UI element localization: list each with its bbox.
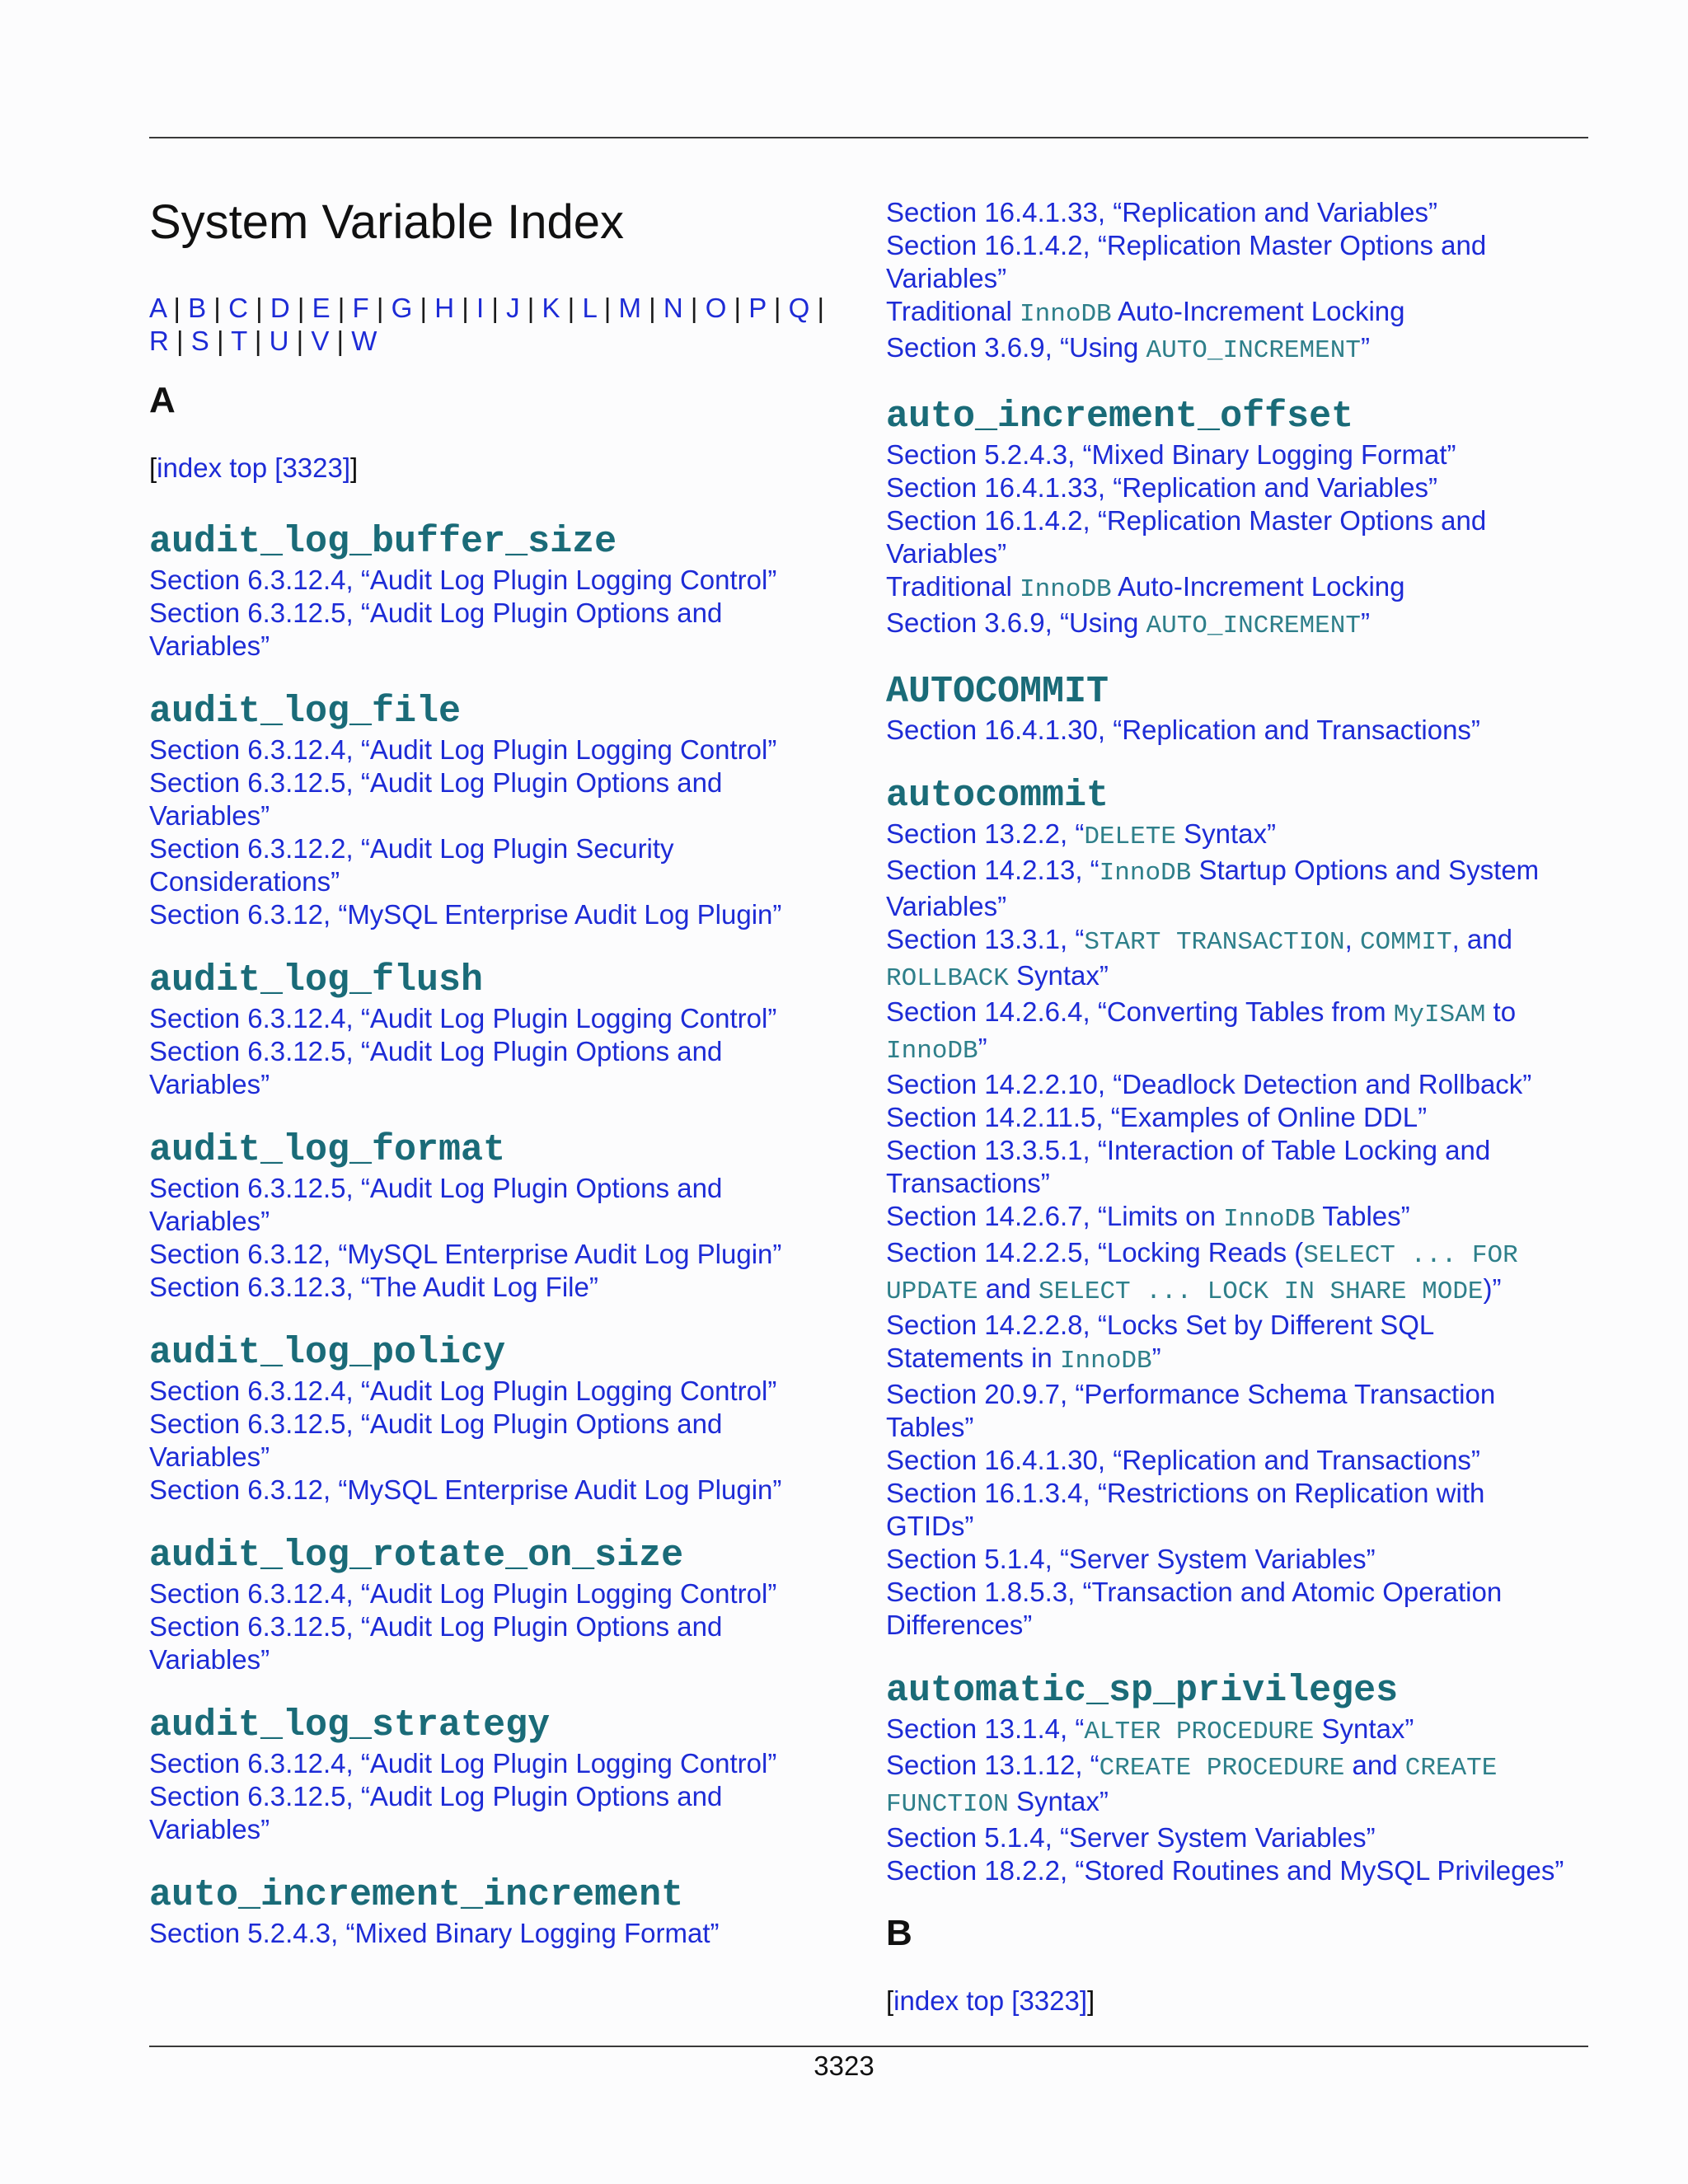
ref-text: Section 3.6.9, “Using bbox=[886, 332, 1146, 363]
section-ref-link[interactable] bbox=[886, 1167, 1603, 1200]
section-ref-link[interactable] bbox=[886, 1510, 1603, 1543]
alpha-link-b[interactable]: B bbox=[188, 292, 207, 323]
ref-text: and bbox=[978, 1273, 1039, 1304]
footer-rule bbox=[149, 2046, 1588, 2047]
ref-text: Section 18.2.2, “Stored Routines and MySQL Privileges” bbox=[886, 1855, 1564, 1886]
alpha-link-a[interactable]: A bbox=[149, 292, 166, 323]
ref-text: Section 6.3.12.4, “Audit Log Plugin Logging Control” bbox=[149, 1747, 777, 1779]
section-ref-link[interactable] bbox=[886, 1378, 1603, 1411]
ref-text: Section 14.2.2.8, “Locks Set by Different SQL bbox=[886, 1310, 1435, 1340]
ref-text: Section 13.3.5.1, “Interaction of Table Locking and bbox=[886, 1135, 1491, 1165]
section-ref-link[interactable] bbox=[149, 1441, 858, 1474]
section-ref-link[interactable] bbox=[886, 1713, 1603, 1749]
alpha-link-t[interactable]: T bbox=[231, 325, 247, 356]
alpha-link-c[interactable]: C bbox=[228, 292, 248, 323]
alpha-link-m[interactable]: M bbox=[618, 292, 641, 323]
section-ref-link[interactable] bbox=[886, 504, 1603, 537]
ref-text: Section 5.1.4, “Server System Variables” bbox=[886, 1822, 1376, 1853]
section-ref-link[interactable] bbox=[886, 1309, 1603, 1342]
ref-text: ” bbox=[1360, 607, 1370, 638]
ref-text: )” bbox=[1483, 1273, 1502, 1304]
ref-text: Syntax” bbox=[1314, 1713, 1414, 1744]
code-literal: AUTO_INCREMENT bbox=[1146, 336, 1361, 365]
section-ref-link[interactable] bbox=[886, 1272, 1603, 1309]
section-ref-link[interactable] bbox=[149, 1375, 858, 1408]
code-literal: InnoDB bbox=[1020, 575, 1112, 604]
ref-text: Section 16.4.1.33, “Replication and Variables” bbox=[886, 472, 1437, 503]
code-literal: ALTER PROCEDURE bbox=[1084, 1718, 1315, 1746]
ref-text: Differences” bbox=[886, 1610, 1033, 1640]
code-literal: ROLLBACK bbox=[886, 964, 1009, 993]
ref-text: Section 3.6.9, “Using bbox=[886, 607, 1146, 638]
variable-name: automatic_sp_privileges bbox=[886, 1670, 1399, 1712]
code-literal: COMMIT bbox=[1359, 928, 1452, 957]
ref-text: Section 16.4.1.30, “Replication and Transactions” bbox=[886, 1445, 1480, 1475]
alpha-link-h[interactable]: H bbox=[434, 292, 455, 323]
ref-text: , bbox=[1344, 924, 1360, 954]
ref-text: Section 6.3.12.4, “Audit Log Plugin Logging Control” bbox=[149, 564, 777, 595]
page-number: 3323 bbox=[814, 2050, 874, 2081]
section-ref-link[interactable] bbox=[886, 959, 1603, 996]
variable-name: auto_increment_offset bbox=[886, 396, 1354, 438]
left-column bbox=[149, 173, 858, 1978]
ref-text: Section 6.3.12.5, “Audit Log Plugin Options and bbox=[149, 766, 723, 798]
ref-text: Variables” bbox=[149, 1068, 270, 1099]
section-ref-link[interactable] bbox=[886, 1444, 1603, 1477]
index-entry bbox=[149, 1874, 858, 1950]
section-ref-link[interactable] bbox=[149, 1813, 858, 1846]
index-entry bbox=[149, 1129, 858, 1304]
ref-text: Section 6.3.12.4, “Audit Log Plugin Logging Control” bbox=[149, 733, 777, 765]
section-ref-link[interactable] bbox=[149, 597, 858, 630]
index-entry bbox=[149, 1332, 858, 1507]
ref-text: Syntax” bbox=[1175, 818, 1276, 849]
section-ref-link[interactable] bbox=[886, 818, 1603, 854]
ref-text: Section 14.2.6.7, “Limits on bbox=[886, 1201, 1224, 1231]
ref-text: ” bbox=[1360, 332, 1370, 363]
alpha-link-v[interactable]: V bbox=[311, 325, 330, 356]
section-ref-link[interactable] bbox=[149, 1780, 858, 1813]
variable-name: audit_log_flush bbox=[149, 958, 484, 1001]
ref-text: Section 16.4.1.33, “Replication and Variables” bbox=[886, 197, 1437, 227]
code-literal: SELECT ... LOCK IN SHARE MODE bbox=[1039, 1277, 1484, 1306]
code-literal: CREATE bbox=[1404, 1754, 1498, 1783]
code-literal: FUNCTION bbox=[886, 1790, 1009, 1819]
section-ref-link[interactable] bbox=[149, 898, 858, 931]
ref-text: Variables” bbox=[886, 538, 1007, 569]
section-ref-link[interactable] bbox=[886, 438, 1603, 471]
ref-text: Section 6.3.12.5, “Audit Log Plugin Options and bbox=[149, 1610, 723, 1642]
ref-text: and bbox=[1344, 1750, 1405, 1780]
page-title: System Variable Index bbox=[149, 195, 624, 249]
section-ref-link[interactable] bbox=[886, 1749, 1603, 1785]
ref-text: Syntax” bbox=[1008, 960, 1109, 991]
section-ref-link[interactable] bbox=[149, 1917, 858, 1950]
ref-text: Section 6.3.12.5, “Audit Log Plugin Options and bbox=[149, 1408, 723, 1439]
section-ref-link[interactable] bbox=[886, 996, 1603, 1032]
section-ref-link[interactable] bbox=[149, 1643, 858, 1676]
section-ref-link[interactable] bbox=[886, 1101, 1603, 1134]
ref-text: Considerations” bbox=[149, 865, 340, 897]
continuation-refs bbox=[886, 196, 1603, 368]
index-top-link[interactable]: index top [3323] bbox=[893, 1985, 1088, 2016]
ref-text: Section 6.3.12.4, “Audit Log Plugin Logging Control” bbox=[149, 1375, 777, 1406]
ref-text: Section 1.8.5.3, “Transaction and Atomic Operation bbox=[886, 1577, 1503, 1607]
variable-name: audit_log_format bbox=[149, 1128, 506, 1171]
index-entry bbox=[886, 775, 1603, 1642]
ref-text: Section 6.3.12.5, “Audit Log Plugin Options and bbox=[149, 1780, 723, 1811]
ref-text: Auto-Increment Locking bbox=[1111, 571, 1405, 602]
section-ref-link[interactable] bbox=[149, 1747, 858, 1780]
alpha-link-q[interactable]: Q bbox=[788, 292, 810, 323]
ref-text: Variables” bbox=[149, 799, 270, 831]
section-ref-link[interactable] bbox=[886, 1342, 1603, 1378]
section-ref-link[interactable] bbox=[149, 1172, 858, 1205]
ref-text: Section 13.3.1, “ bbox=[886, 924, 1085, 954]
right-entries bbox=[886, 396, 1603, 1887]
section-ref-link[interactable] bbox=[886, 1200, 1603, 1236]
section-ref-link[interactable] bbox=[149, 1408, 858, 1441]
section-ref-link[interactable] bbox=[149, 630, 858, 663]
variable-name: audit_log_strategy bbox=[149, 1704, 551, 1746]
alpha-link-i[interactable]: I bbox=[476, 292, 485, 323]
ref-text: Section 6.3.12.2, “Audit Log Plugin Security bbox=[149, 832, 674, 864]
ref-text: ” bbox=[978, 1033, 987, 1063]
variable-name: auto_increment_increment bbox=[149, 1873, 684, 1916]
section-ref-link[interactable] bbox=[886, 1477, 1603, 1510]
section-ref-link[interactable] bbox=[886, 570, 1603, 607]
section-ref-link[interactable] bbox=[149, 832, 858, 865]
ref-text: Section 16.1.3.4, “Restrictions on Replication with bbox=[886, 1478, 1485, 1508]
code-literal: DELETE bbox=[1084, 823, 1176, 851]
section-ref-link[interactable] bbox=[149, 1238, 858, 1271]
ref-text: ” bbox=[1151, 1343, 1161, 1373]
section-ref-link[interactable] bbox=[149, 766, 858, 799]
section-ref-link[interactable] bbox=[886, 196, 1603, 229]
section-ref-link[interactable] bbox=[886, 537, 1603, 570]
alpha-link-w[interactable]: W bbox=[351, 325, 377, 356]
alpha-link-s[interactable]: S bbox=[190, 325, 209, 356]
ref-text: Section 6.3.12, “MySQL Enterprise Audit Log Plugin” bbox=[149, 1238, 782, 1269]
alpha-link-j[interactable]: J bbox=[506, 292, 520, 323]
code-literal: AUTO_INCREMENT bbox=[1146, 612, 1361, 640]
ref-text: GTIDs” bbox=[886, 1511, 974, 1541]
section-ref-link[interactable] bbox=[886, 1236, 1603, 1272]
ref-text: Section 5.2.4.3, “Mixed Binary Logging Format” bbox=[149, 1917, 720, 1948]
index-entry bbox=[886, 396, 1603, 643]
ref-text: Variables” bbox=[149, 1813, 270, 1844]
ref-text: Section 13.1.4, “ bbox=[886, 1713, 1085, 1744]
ref-text: Section 6.3.12.5, “Audit Log Plugin Options and bbox=[149, 597, 723, 628]
index-entry bbox=[886, 1670, 1603, 1887]
code-literal: UPDATE bbox=[886, 1277, 978, 1306]
section-ref-link[interactable] bbox=[886, 1068, 1603, 1101]
ref-text: Statements in bbox=[886, 1343, 1060, 1373]
alpha-link-r[interactable]: R bbox=[149, 325, 169, 356]
letter-heading-b: B bbox=[886, 1913, 912, 1953]
code-literal: InnoDB bbox=[1099, 859, 1192, 888]
section-ref-link[interactable] bbox=[149, 1271, 858, 1304]
alpha-link-p[interactable]: P bbox=[748, 292, 767, 323]
ref-text: Section 5.1.4, “Server System Variables” bbox=[886, 1544, 1376, 1574]
section-ref-link[interactable] bbox=[886, 1821, 1603, 1854]
ref-text: Variables” bbox=[886, 263, 1007, 293]
ref-text: Startup Options and System bbox=[1191, 855, 1540, 885]
index-entry bbox=[149, 521, 858, 663]
section-ref-link[interactable] bbox=[149, 865, 858, 898]
section-ref-link[interactable] bbox=[149, 564, 858, 597]
section-ref-link[interactable] bbox=[886, 331, 1603, 368]
section-ref-link[interactable] bbox=[149, 733, 858, 766]
ref-text: Section 20.9.7, “Performance Schema Transaction bbox=[886, 1379, 1496, 1409]
code-literal: SELECT ... FOR bbox=[1303, 1241, 1518, 1270]
alpha-link-g[interactable]: G bbox=[391, 292, 413, 323]
alpha-link-d[interactable]: D bbox=[270, 292, 290, 323]
ref-text: Variables” bbox=[149, 1205, 270, 1236]
ref-text: Section 6.3.12.3, “The Audit Log File” bbox=[149, 1271, 598, 1302]
section-ref-link[interactable] bbox=[886, 923, 1603, 959]
section-ref-link[interactable] bbox=[886, 1609, 1603, 1642]
ref-text: Traditional bbox=[886, 571, 1020, 602]
ref-text: Variables” bbox=[886, 891, 1007, 921]
section-ref-link[interactable] bbox=[149, 799, 858, 832]
section-ref-link[interactable] bbox=[149, 1610, 858, 1643]
section-ref-link[interactable] bbox=[886, 295, 1603, 331]
section-ref-link[interactable] bbox=[149, 1035, 858, 1068]
alpha-link-f[interactable]: F bbox=[352, 292, 369, 323]
variable-name: AUTOCOMMIT bbox=[886, 671, 1109, 713]
index-entry bbox=[149, 959, 858, 1101]
variable-name: autocommit bbox=[886, 775, 1109, 817]
section-ref-link[interactable] bbox=[149, 1002, 858, 1035]
index-entry bbox=[886, 671, 1603, 747]
alpha-link-o[interactable]: O bbox=[705, 292, 727, 323]
code-literal: MyISAM bbox=[1393, 1001, 1486, 1029]
index-top-link-a: [index top [3323]] bbox=[149, 452, 359, 483]
alpha-link-u[interactable]: U bbox=[269, 325, 289, 356]
ref-text: Section 14.2.11.5, “Examples of Online DDL” bbox=[886, 1102, 1428, 1132]
section-ref-link[interactable] bbox=[886, 1785, 1603, 1821]
ref-text: Section 13.2.2, “ bbox=[886, 818, 1085, 849]
ref-text: Variables” bbox=[149, 630, 270, 661]
ref-text: Section 16.1.4.2, “Replication Master Options and bbox=[886, 505, 1487, 536]
ref-text: Auto-Increment Locking bbox=[1111, 296, 1405, 326]
index-entry bbox=[149, 691, 858, 931]
ref-text: to bbox=[1485, 996, 1517, 1027]
ref-text: Section 14.2.13, “ bbox=[886, 855, 1100, 885]
variable-name: audit_log_policy bbox=[149, 1331, 506, 1374]
alphabet-nav: A | B | C | D | E | F | G | H | I | J | K | L | M | N | O | P | Q | R | S | T | U | V | W bbox=[149, 292, 825, 356]
ref-text: Section 14.2.2.10, “Deadlock Detection and Rollback” bbox=[886, 1069, 1532, 1099]
section-ref-link[interactable] bbox=[149, 1205, 858, 1238]
alpha-link-n[interactable]: N bbox=[663, 292, 683, 323]
code-literal: InnoDB bbox=[1059, 1347, 1152, 1376]
section-ref-link[interactable] bbox=[886, 229, 1603, 262]
variable-name: audit_log_file bbox=[149, 690, 462, 733]
right-column bbox=[886, 196, 1603, 2054]
section-ref-link[interactable] bbox=[886, 1032, 1603, 1068]
section-ref-link[interactable] bbox=[886, 890, 1603, 923]
section-ref-link[interactable] bbox=[886, 714, 1603, 747]
ref-text: Traditional bbox=[886, 296, 1020, 326]
ref-text: Section 6.3.12.4, “Audit Log Plugin Logging Control” bbox=[149, 1577, 777, 1609]
ref-text: Section 5.2.4.3, “Mixed Binary Logging Format” bbox=[886, 439, 1456, 470]
ref-text: Tables” bbox=[1315, 1201, 1410, 1231]
left-entries bbox=[149, 521, 858, 1950]
section-ref-link[interactable] bbox=[149, 1474, 858, 1507]
section-ref-link[interactable] bbox=[886, 854, 1603, 890]
ref-text: Section 14.2.6.4, “Converting Tables from bbox=[886, 996, 1394, 1027]
section-ref-link[interactable] bbox=[886, 471, 1603, 504]
variable-name: audit_log_rotate_on_size bbox=[149, 1534, 684, 1577]
ref-text: Section 16.1.4.2, “Replication Master Options and bbox=[886, 230, 1487, 260]
code-literal: CREATE PROCEDURE bbox=[1099, 1754, 1345, 1783]
ref-text: Section 6.3.12.5, “Audit Log Plugin Options and bbox=[149, 1035, 723, 1066]
ref-text: Tables” bbox=[886, 1412, 974, 1442]
ref-text: Section 6.3.12.5, “Audit Log Plugin Options and bbox=[149, 1172, 723, 1203]
section-ref-link[interactable] bbox=[886, 1854, 1603, 1887]
section-ref-link[interactable] bbox=[886, 607, 1603, 643]
code-literal: InnoDB bbox=[1223, 1205, 1315, 1234]
section-ref-link[interactable] bbox=[886, 1134, 1603, 1167]
ref-text: Section 13.1.12, “ bbox=[886, 1750, 1100, 1780]
section-ref-link[interactable] bbox=[149, 1577, 858, 1610]
code-literal: InnoDB bbox=[1020, 300, 1112, 329]
ref-text: Section 14.2.2.5, “Locking Reads ( bbox=[886, 1237, 1304, 1268]
ref-text: Section 6.3.12, “MySQL Enterprise Audit Log Plugin” bbox=[149, 1474, 782, 1505]
ref-text: Syntax” bbox=[1008, 1786, 1109, 1816]
code-literal: START TRANSACTION bbox=[1084, 928, 1345, 957]
section-ref-link[interactable] bbox=[886, 1411, 1603, 1444]
ref-text: Variables” bbox=[149, 1441, 270, 1472]
index-entry bbox=[149, 1704, 858, 1846]
ref-text: , and bbox=[1451, 924, 1512, 954]
ref-text: Section 6.3.12.4, “Audit Log Plugin Logging Control” bbox=[149, 1002, 777, 1033]
ref-text: Section 16.4.1.30, “Replication and Transactions” bbox=[886, 715, 1480, 745]
index-entry bbox=[149, 1535, 858, 1676]
section-ref-link[interactable] bbox=[886, 1543, 1603, 1576]
ref-text: Transactions” bbox=[886, 1168, 1050, 1198]
section-ref-link[interactable] bbox=[149, 1068, 858, 1101]
variable-name: audit_log_buffer_size bbox=[149, 520, 617, 563]
ref-text: Variables” bbox=[149, 1643, 270, 1675]
ref-text: Section 6.3.12, “MySQL Enterprise Audit Log Plugin” bbox=[149, 898, 782, 930]
code-literal: InnoDB bbox=[886, 1037, 978, 1066]
letter-heading-a: A bbox=[149, 379, 176, 420]
section-ref-link[interactable] bbox=[886, 262, 1603, 295]
section-ref-link[interactable] bbox=[886, 1576, 1603, 1609]
index-top-link-b: [index top [3323]] bbox=[886, 1985, 1095, 2016]
index-top-link[interactable]: index top [3323] bbox=[157, 452, 351, 483]
alpha-link-e[interactable]: E bbox=[312, 292, 331, 323]
header-rule bbox=[149, 137, 1588, 138]
alpha-link-l[interactable]: L bbox=[582, 292, 597, 323]
alpha-link-k[interactable]: K bbox=[542, 292, 560, 323]
